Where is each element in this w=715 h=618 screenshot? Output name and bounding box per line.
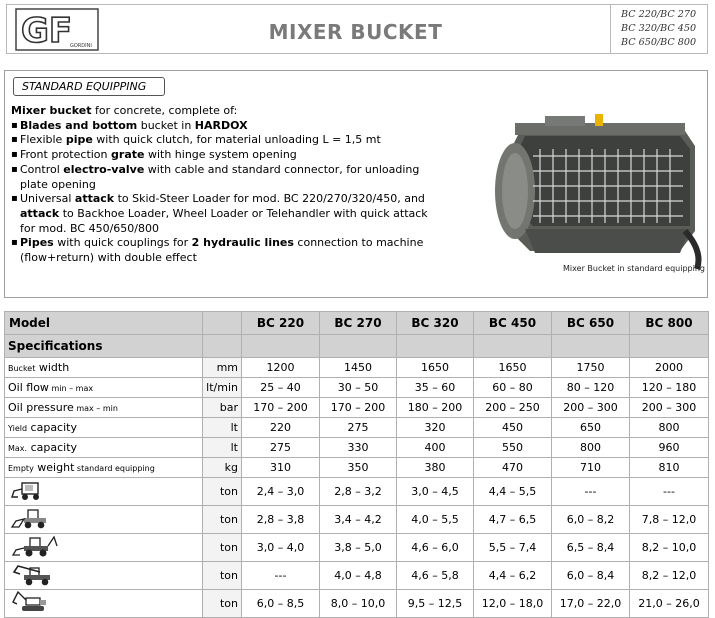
machine-icon-cell (5, 478, 203, 506)
model-line: BC 650/BC 800 (621, 37, 697, 48)
spec-value: 275 (242, 438, 320, 458)
spec-value: 550 (474, 438, 552, 458)
spec-value: 25 – 40 (242, 378, 320, 398)
spec-value: 350 (320, 458, 397, 478)
spec-label-part: Yield (8, 424, 28, 433)
blank-cell (474, 335, 552, 358)
machine-value: 21,0 – 26,0 (630, 590, 709, 618)
machine-value: 8,2 – 12,0 (630, 562, 709, 590)
spec-value: 800 (630, 418, 709, 438)
mixer-bucket-photo (485, 111, 707, 271)
spec-unit: lt (203, 418, 242, 438)
equipment-text: grate (111, 148, 145, 162)
machine-value: 6,0 – 8,5 (242, 590, 320, 618)
machine-value: 2,8 – 3,2 (320, 478, 397, 506)
machine-row (5, 478, 709, 506)
blank-cell (552, 335, 630, 358)
machine-value: 7,8 – 12,0 (630, 506, 709, 534)
machine-row (5, 590, 709, 618)
spec-label-part: Max. (8, 444, 28, 453)
model-header: BC 650 (552, 312, 630, 335)
machine-value: 6,0 – 8,4 (552, 562, 630, 590)
spec-value: 170 – 200 (320, 398, 397, 418)
telehandler-icon (10, 562, 202, 589)
spec-label-part: Empty (8, 464, 34, 473)
model-label: Model (5, 312, 203, 335)
spec-label (5, 458, 203, 478)
blank-cell (320, 335, 397, 358)
standard-equipping-panel (4, 70, 708, 298)
backhoe-loader-icon (10, 534, 202, 561)
model-header: BC 320 (397, 312, 474, 335)
machine-value: 17,0 – 22,0 (552, 590, 630, 618)
blank-cell (630, 335, 709, 358)
spec-value: 170 – 200 (242, 398, 320, 418)
wheel-loader-icon (10, 507, 202, 532)
machine-value: 4,7 – 6,5 (474, 506, 552, 534)
spec-value: 200 – 300 (552, 398, 630, 418)
equipment-text: Universal (20, 192, 75, 206)
spec-label-part: Oil pressure (8, 401, 74, 414)
spec-value: 1450 (320, 358, 397, 378)
equipment-item (11, 236, 436, 265)
equipment-item (11, 192, 436, 236)
spec-label-part: max – min (73, 404, 118, 413)
equipment-item (11, 163, 436, 192)
machine-value: 4,0 – 5,5 (397, 506, 474, 534)
equipment-text: Control (20, 162, 64, 176)
section-tag: STANDARD EQUIPPING (13, 77, 165, 96)
intro-bold: Mixer bucket (11, 104, 92, 117)
spec-value: 1200 (242, 358, 320, 378)
machine-value: 12,0 – 18,0 (474, 590, 552, 618)
specifications-table (4, 311, 709, 618)
machine-value: 8,2 – 10,0 (630, 534, 709, 562)
model-header: BC 270 (320, 312, 397, 335)
machine-value: --- (630, 478, 709, 506)
equipment-text: with quick clutch, for material unloading L = 1,5 mt (92, 133, 381, 147)
header (6, 4, 708, 54)
model-line: BC 220/BC 270 (621, 9, 697, 20)
spec-value: 650 (552, 418, 630, 438)
spec-label (5, 418, 203, 438)
equipment-text: with cable and standard connector, for unloading plate opening (20, 162, 420, 191)
spec-label-part: width (35, 361, 70, 374)
model-header: BC 450 (474, 312, 552, 335)
model-list (610, 5, 707, 53)
spec-label (5, 378, 203, 398)
spec-row (5, 418, 709, 438)
spec-value: 1750 (552, 358, 630, 378)
machine-icon-cell (5, 562, 203, 590)
machine-unit: ton (203, 562, 242, 590)
model-header: BC 800 (630, 312, 709, 335)
machine-value: 3,0 – 4,0 (242, 534, 320, 562)
skid-steer-loader-icon (10, 479, 202, 504)
machine-unit: ton (203, 506, 242, 534)
equipment-text: connection to machine (flow+return) with double effect (20, 236, 424, 265)
spec-value: 2000 (630, 358, 709, 378)
equipment-text: Front protection (20, 148, 112, 162)
model-header-row (5, 312, 709, 335)
spec-value: 120 – 180 (630, 378, 709, 398)
spec-value: 1650 (397, 358, 474, 378)
spec-label-part: weight (33, 461, 75, 474)
spec-row (5, 358, 709, 378)
equipment-text: electro-valve (63, 162, 145, 176)
equipment-text: to Backhoe Loader, Wheel Loader or Telehandler with quick attack for mod. BC 450/650/800 (20, 206, 428, 235)
photo-caption: Mixer Bucket in standard equipping (563, 264, 705, 273)
equipment-text: attack (74, 192, 115, 206)
machine-icon-cell (5, 506, 203, 534)
spec-value: 310 (242, 458, 320, 478)
spec-unit: kg (203, 458, 242, 478)
spec-value: 380 (397, 458, 474, 478)
spec-value: 320 (397, 418, 474, 438)
equipment-text: 2 hydraulic lines (191, 236, 294, 250)
machine-value: 4,6 – 6,0 (397, 534, 474, 562)
spec-unit: lt/min (203, 378, 242, 398)
blank-cell (242, 335, 320, 358)
specifications-header-row (5, 335, 709, 358)
spec-value: 800 (552, 438, 630, 458)
machine-unit: ton (203, 590, 242, 618)
blank-cell (203, 335, 242, 358)
machine-unit: ton (203, 478, 242, 506)
spec-label-part: Bucket (8, 364, 36, 373)
spec-row (5, 378, 709, 398)
machine-value: 3,0 – 4,5 (397, 478, 474, 506)
intro-line (11, 104, 436, 119)
spec-unit: mm (203, 358, 242, 378)
spec-value: 470 (474, 458, 552, 478)
spec-value: 220 (242, 418, 320, 438)
machine-value: 4,0 – 4,8 (320, 562, 397, 590)
svg-text:GF: GF (21, 11, 73, 51)
spec-label-part: capacity (27, 421, 77, 434)
equipment-text: Flexible (20, 133, 66, 147)
spec-row (5, 438, 709, 458)
equipment-text: bucket in (137, 118, 195, 132)
machine-value: 5,5 – 7,4 (474, 534, 552, 562)
machine-value: 4,6 – 5,8 (397, 562, 474, 590)
spec-value: 30 – 50 (320, 378, 397, 398)
spec-value: 200 – 300 (630, 398, 709, 418)
spec-value: 810 (630, 458, 709, 478)
spec-label (5, 358, 203, 378)
equipment-item (11, 148, 436, 163)
spec-value: 275 (320, 418, 397, 438)
machine-icon-cell (5, 590, 203, 618)
description (11, 104, 436, 266)
spec-value: 330 (320, 438, 397, 458)
machine-value: 2,8 – 3,8 (242, 506, 320, 534)
machine-row (5, 506, 709, 534)
equipment-item (11, 133, 436, 148)
machine-value: 3,8 – 5,0 (320, 534, 397, 562)
spec-value: 400 (397, 438, 474, 458)
machine-row (5, 562, 709, 590)
model-line: BC 320/BC 450 (621, 23, 697, 34)
machine-value: 2,4 – 3,0 (242, 478, 320, 506)
equipment-text: to Skid-Steer Loader for mod. BC 220/270/320/450, and (114, 192, 425, 206)
machine-row (5, 534, 709, 562)
spec-value: 450 (474, 418, 552, 438)
excavator-icon (10, 590, 202, 617)
machine-value: 4,4 – 5,5 (474, 478, 552, 506)
spec-value: 80 – 120 (552, 378, 630, 398)
machine-value: 9,5 – 12,5 (397, 590, 474, 618)
equipment-text: with quick couplings for (53, 236, 192, 250)
svg-text:GORDINI: GORDINI (70, 43, 92, 49)
spec-value: 35 – 60 (397, 378, 474, 398)
blank-cell (397, 335, 474, 358)
spec-label-part: min – max (48, 384, 94, 393)
spec-row (5, 398, 709, 418)
equipment-text: attack (20, 206, 60, 220)
spec-label-part: standard equipping (74, 464, 155, 473)
spec-value: 960 (630, 438, 709, 458)
equipment-text: HARDOX (194, 118, 248, 132)
specifications-label: Specifications (5, 335, 203, 358)
machine-value: 3,4 – 4,2 (320, 506, 397, 534)
spec-value: 710 (552, 458, 630, 478)
equipment-text: pipe (65, 133, 93, 147)
machine-value: 4,4 – 6,2 (474, 562, 552, 590)
machine-value: 8,0 – 10,0 (320, 590, 397, 618)
spec-value: 180 – 200 (397, 398, 474, 418)
intro-rest: for concrete, complete of: (91, 104, 238, 117)
equipment-list (11, 119, 436, 266)
machine-unit: ton (203, 534, 242, 562)
machine-icon-cell (5, 534, 203, 562)
spec-value: 200 – 250 (474, 398, 552, 418)
spec-label-part: Oil flow (8, 381, 49, 394)
equipment-text: with hinge system opening (144, 148, 297, 162)
unit-header (203, 312, 242, 335)
gordini-logo (15, 8, 99, 51)
machine-value: 6,0 – 8,2 (552, 506, 630, 534)
equipment-text: Pipes (20, 236, 54, 250)
equipment-text: Blades and bottom (20, 118, 138, 132)
machine-value: --- (552, 478, 630, 506)
machine-value: 6,5 – 8,4 (552, 534, 630, 562)
machine-value: --- (242, 562, 320, 590)
model-header: BC 220 (242, 312, 320, 335)
page-title: MIXER BUCKET (268, 20, 443, 44)
spec-value: 1650 (474, 358, 552, 378)
spec-label (5, 398, 203, 418)
spec-value: 60 – 80 (474, 378, 552, 398)
equipment-item (11, 119, 436, 134)
spec-unit: lt (203, 438, 242, 458)
spec-unit: bar (203, 398, 242, 418)
spec-label-part: capacity (27, 441, 78, 454)
spec-label (5, 438, 203, 458)
spec-row (5, 458, 709, 478)
